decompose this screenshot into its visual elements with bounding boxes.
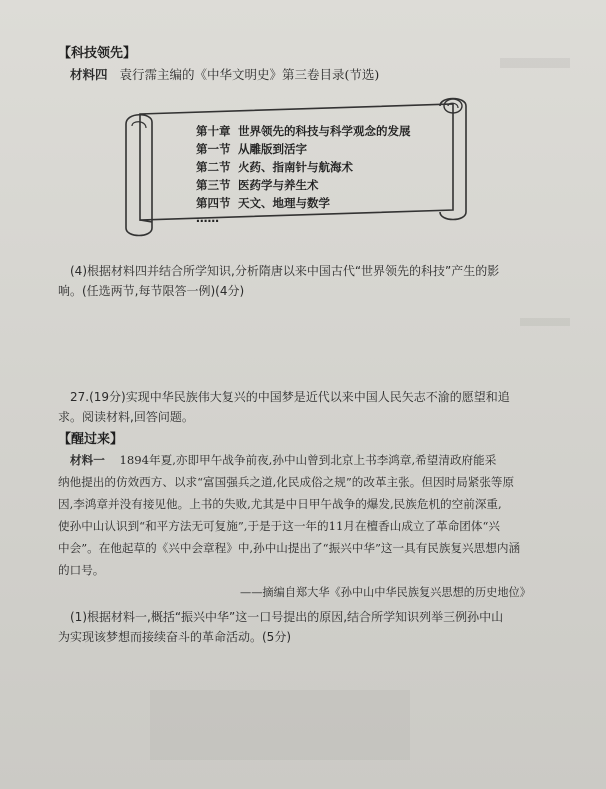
section-header-tech: 【科技领先】 <box>58 46 137 61</box>
toc-chapter: 第三节 <box>196 178 231 192</box>
material1-text: 1894年夏,亦即甲午战争前夜,孙中山曾到北京上书李鸿章,希望清政府能采 <box>119 453 497 467</box>
toc-row <box>196 195 330 211</box>
material1-line3: 因,李鸿章并没有接见他。上书的失败,尤其是中日甲午战争的爆发,民族危机的空前深重, <box>58 497 502 511</box>
material1-label: 材料一 <box>70 453 105 467</box>
question1-line1: (1)根据材料一,概括“振兴中华”这一口号提出的原因,结合所学知识列举三例孙中山 <box>70 610 504 624</box>
toc-chapter: 第十章 <box>196 124 231 138</box>
bleed-through-mark <box>500 58 570 68</box>
toc-row <box>196 141 307 157</box>
material1-line5: 中会”。在他起草的《兴中会章程》中,孙中山提出了“振兴中华”这一具有民族复兴思想内涵 <box>58 541 521 555</box>
bleed-through-mark <box>520 318 570 326</box>
toc-row <box>196 177 319 193</box>
material4-label: 材料四 <box>70 67 108 82</box>
toc-title: 火药、指南针与航海术 <box>238 160 353 174</box>
toc-row <box>196 123 411 139</box>
toc-title: 从雕版到活字 <box>238 142 307 156</box>
toc-ellipsis: …… <box>196 211 219 225</box>
bleed-through-mark <box>150 690 410 760</box>
toc-chapter: 第四节 <box>196 196 231 210</box>
material1-line6: 的口号。 <box>58 563 105 577</box>
material4-text: 袁行霈主编的《中华文明史》第三卷目录(节选) <box>119 67 380 82</box>
toc-chapter: 第一节 <box>196 142 231 156</box>
toc-row <box>196 159 353 175</box>
question4-line2: 响。(任选两节,每节限答一例)(4分) <box>58 284 245 298</box>
material4-line <box>70 65 379 83</box>
section-header-awaken: 【醒过来】 <box>58 432 124 447</box>
toc-title: 医药学与养生术 <box>238 178 319 192</box>
toc-title: 世界领先的科技与科学观念的发展 <box>238 124 411 138</box>
material1-line2: 纳他提出的仿效西方、以求“富国强兵之道,化民成俗之规”的改革主张。但因时局紧张等原 <box>58 475 515 489</box>
material1-source: ——摘编自郑大华《孙中山中华民族复兴思想的历史地位》 <box>240 586 531 599</box>
question27-line2: 求。阅读材料,回答问题。 <box>58 410 194 424</box>
question4-line1: (4)根据材料四并结合所学知识,分析隋唐以来中国古代“世界领先的科技”产生的影 <box>70 264 500 278</box>
material1-line1 <box>70 452 496 468</box>
toc-title: 天文、地理与数学 <box>238 196 330 210</box>
material1-line4: 使孙中山认识到“和平方法无可复施”,于是于这一年的11月在檀香山成立了革命团体“兴 <box>58 519 501 533</box>
question27-line1: 27.(19分)实现中华民族伟大复兴的中国梦是近代以来中国人民矢志不渝的愿望和追 <box>70 390 510 404</box>
question1-line2: 为实现该梦想而接续奋斗的革命活动。(5分) <box>58 630 291 644</box>
toc-chapter: 第二节 <box>196 160 231 174</box>
